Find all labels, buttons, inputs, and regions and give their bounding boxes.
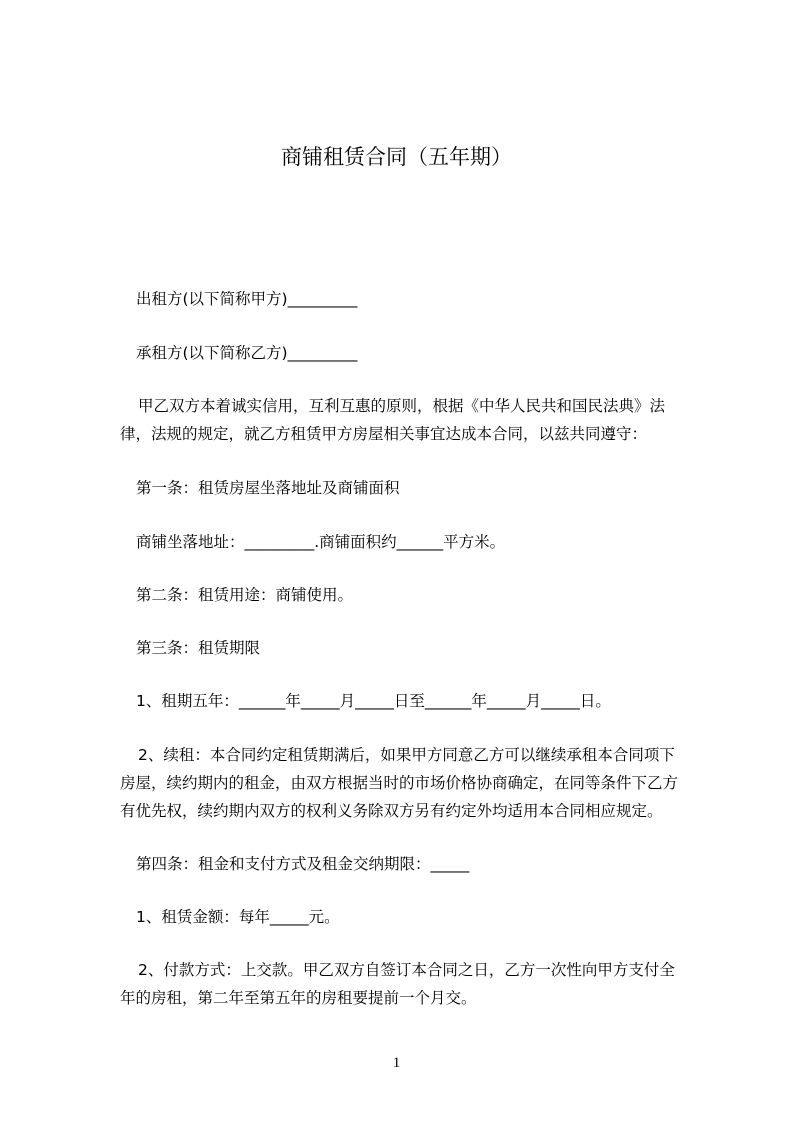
payment-method-paragraph: 2、付款方式：上交款。甲乙双方自签订本合同之日，乙方一次性向甲方支付全年的房租，第二年至第五年的房租要提前一个月交。 — [120, 961, 675, 1007]
document-title: 商铺租赁合同（五年期） — [281, 145, 512, 169]
lessee-line: 承租方(以下简称乙方)_________ — [136, 344, 358, 362]
renewal-paragraph: 2、续租：本合同约定租赁期满后，如果甲方同意乙方可以继续承租本合同项下房屋，续约期内的租金，由双方根据当时的市场价格协商确定，在同等条件下乙方有优先权，续约期内双方的权利义务除双方另有约定外均适用本合同相应规定。 — [120, 746, 679, 820]
article-2-heading: 第二条：租赁用途：商铺使用。 — [136, 586, 354, 604]
preamble-paragraph: 甲乙双方本着诚实信用，互利互惠的原则，根据《中华人民共和国民法典》法律，法规的规定，就乙方租赁甲方房屋相关事宜达成本合同，以兹共同遵守： — [120, 397, 666, 443]
rent-amount-line: 1、租赁金额：每年_____元。 — [136, 908, 340, 926]
article-4-heading: 第四条：租金和支付方式及租金交纳期限：_____ — [136, 855, 470, 873]
lessor-line: 出租方(以下简称甲方)_________ — [136, 290, 358, 308]
article-3-heading: 第三条：租赁期限 — [136, 639, 261, 657]
shop-address-line: 商铺坐落地址：_________.商铺面积约______平方米。 — [136, 533, 506, 551]
article-1-heading: 第一条：租赁房屋坐落地址及商铺面积 — [136, 479, 400, 497]
page-number: 1 — [392, 1055, 401, 1071]
lease-term-line: 1、租期五年：______年_____月_____日至______年_____月_____日。 — [136, 692, 611, 710]
